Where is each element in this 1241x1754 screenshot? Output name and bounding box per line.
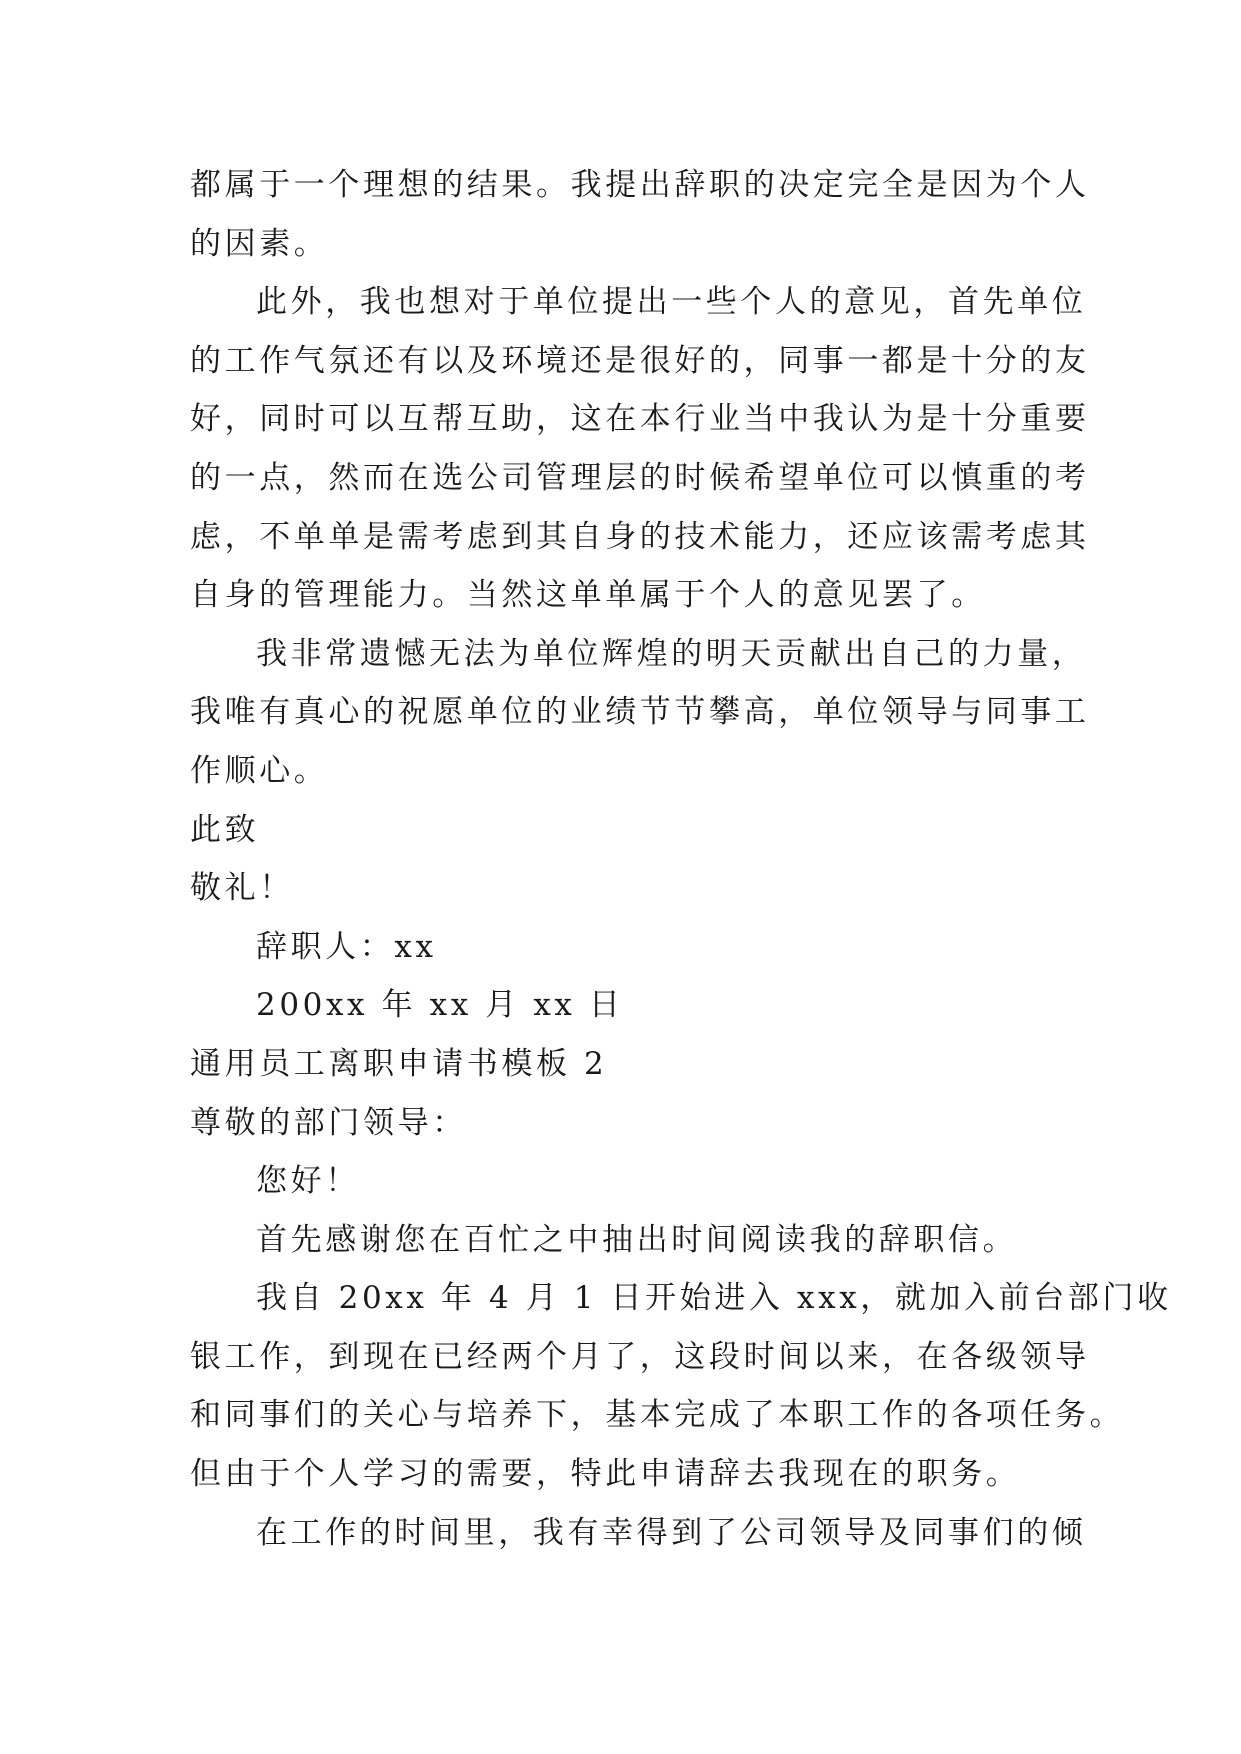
text-line: 我非常遗憾无法为单位辉煌的明天贡献出自己的力量， bbox=[256, 635, 1087, 672]
text-line: 首先感谢您在百忙之中抽出时间阅读我的辞职信。 bbox=[256, 1221, 1018, 1258]
text-line: 在工作的时间里，我有幸得到了公司领导及同事们的倾 bbox=[256, 1514, 1087, 1551]
text-line: 和同事们的关心与培养下，基本完成了本职工作的各项任务。 bbox=[190, 1397, 1125, 1434]
document-body bbox=[190, 156, 1172, 1562]
letter-greeting: 您好！ bbox=[256, 1163, 360, 1200]
signature-date: 200xx 年 xx 月 xx 日 bbox=[256, 987, 624, 1024]
text-line: 的因素。 bbox=[190, 225, 329, 262]
text-line: 银工作，到现在已经两个月了，这段时间以来，在各级领导 bbox=[190, 1338, 1090, 1375]
closing-salutation: 此致 bbox=[190, 811, 260, 848]
closing-regards: 敬礼！ bbox=[190, 870, 294, 907]
text-line: 作顺心。 bbox=[190, 752, 329, 789]
text-line: 自身的管理能力。当然这单单属于个人的意见罢了。 bbox=[190, 577, 986, 614]
text-line: 的一点，然而在选公司管理层的时候希望单位可以慎重的考 bbox=[190, 459, 1090, 496]
text-line: 虑，不单单是需考虑到其自身的技术能力，还应该需考虑其 bbox=[190, 518, 1090, 555]
text-line: 但由于个人学习的需要，特此申请辞去我现在的职务。 bbox=[190, 1456, 1021, 1493]
section-title: 通用员工离职申请书模板 2 bbox=[190, 1045, 608, 1082]
signature-name: 辞职人：xx bbox=[256, 928, 437, 965]
text-line: 好，同时可以互帮互助，这在本行业当中我认为是十分重要 bbox=[190, 401, 1090, 438]
text-line: 都属于一个理想的结果。我提出辞职的决定完全是因为个人 bbox=[190, 167, 1090, 203]
text-line: 的工作气氛还有以及环境还是很好的，同事一都是十分的友 bbox=[190, 342, 1090, 379]
text-line: 我唯有真心的祝愿单位的业绩节节攀高，单位领导与同事工 bbox=[190, 694, 1090, 731]
letter-addressee: 尊敬的部门领导： bbox=[190, 1104, 467, 1141]
text-line: 我自 20xx 年 4 月 1 日开始进入 xxx，就加入前台部门收 bbox=[256, 1280, 1172, 1317]
text-line: 此外，我也想对于单位提出一些个人的意见，首先单位 bbox=[256, 284, 1087, 321]
